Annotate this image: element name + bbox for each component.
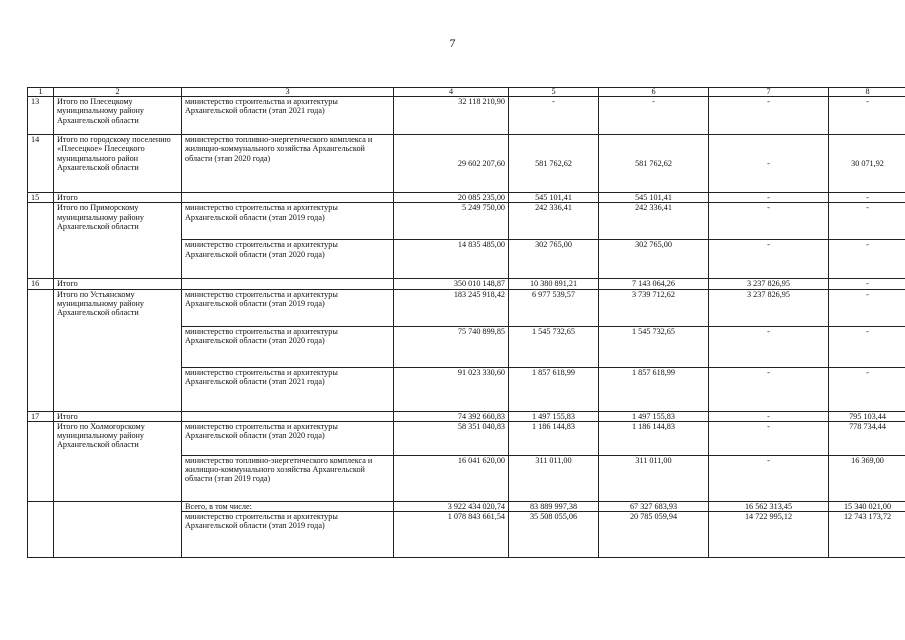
ministry-cell bbox=[182, 279, 394, 289]
ministry-cell: министерство строительства и архитектуры Архангельской области (этап 2019 года) bbox=[182, 289, 394, 326]
budget-table bbox=[27, 87, 905, 558]
amount-cell: 16 562 313,45 bbox=[709, 501, 829, 511]
amount-cell: 83 889 997,38 bbox=[509, 501, 599, 511]
amount-cell: 311 011,00 bbox=[599, 455, 709, 501]
amount-cell: 91 023 330,60 bbox=[394, 367, 509, 411]
amount-cell: 1 497 155,83 bbox=[599, 411, 709, 421]
amount-cell: - bbox=[709, 411, 829, 421]
amount-cell: 74 392 660,83 bbox=[394, 411, 509, 421]
row-number-cell: 15 bbox=[28, 193, 54, 203]
amount-cell: 350 010 148,87 bbox=[394, 279, 509, 289]
amount-cell: 35 508 055,06 bbox=[509, 512, 599, 558]
amount-cell: 3 237 826,95 bbox=[709, 289, 829, 326]
table-row bbox=[28, 97, 905, 135]
page-number: 7 bbox=[449, 36, 456, 50]
amount-cell: - bbox=[829, 97, 905, 135]
header-cell: 6 bbox=[599, 88, 709, 97]
amount-cell: - bbox=[829, 289, 905, 326]
ministry-cell: министерство строительства и архитектуры Архангельской области (этап 2020 года) bbox=[182, 421, 394, 455]
row-number-cell: 13 bbox=[28, 97, 54, 135]
amount-cell: 29 602 207,60 bbox=[394, 135, 509, 193]
amount-cell: - bbox=[829, 367, 905, 411]
amount-cell: 581 762,62 bbox=[599, 135, 709, 193]
amount-cell: - bbox=[509, 97, 599, 135]
amount-cell: 3 922 434 020,74 bbox=[394, 501, 509, 511]
row-number-cell: 16 bbox=[28, 279, 54, 289]
amount-cell: - bbox=[829, 193, 905, 203]
column-number-header-row bbox=[28, 88, 905, 97]
amount-cell: 581 762,62 bbox=[509, 135, 599, 193]
table-row bbox=[28, 289, 905, 326]
table-row bbox=[28, 203, 905, 240]
amount-cell: 7 143 064,26 bbox=[599, 279, 709, 289]
amount-cell: 1 545 732,65 bbox=[599, 326, 709, 367]
ministry-cell: министерство строительства и архитектуры Архангельской области (этап 2021 года) bbox=[182, 367, 394, 411]
row-number-cell: 17 bbox=[28, 411, 54, 421]
table-row bbox=[28, 279, 905, 289]
amount-cell: 67 327 683,93 bbox=[599, 501, 709, 511]
amount-cell: 3 739 712,62 bbox=[599, 289, 709, 326]
amount-cell: 778 734,44 bbox=[829, 421, 905, 455]
amount-cell: 75 740 899,85 bbox=[394, 326, 509, 367]
territory-cell: Итого по Приморскому муниципальному району Архангельской области bbox=[54, 203, 182, 279]
amount-cell: - bbox=[599, 97, 709, 135]
amount-cell: - bbox=[829, 240, 905, 279]
amount-cell: - bbox=[709, 367, 829, 411]
amount-cell: 5 249 750,00 bbox=[394, 203, 509, 240]
table-row bbox=[28, 135, 905, 193]
amount-cell: 311 011,00 bbox=[509, 455, 599, 501]
amount-cell: 1 545 732,65 bbox=[509, 326, 599, 367]
amount-cell: 58 351 040,83 bbox=[394, 421, 509, 455]
territory-cell: Итого bbox=[54, 279, 182, 289]
amount-cell: - bbox=[829, 279, 905, 289]
header-cell: 5 bbox=[509, 88, 599, 97]
amount-cell: - bbox=[709, 203, 829, 240]
amount-cell: 302 765,00 bbox=[509, 240, 599, 279]
amount-cell: - bbox=[709, 240, 829, 279]
amount-cell: 1 186 144,83 bbox=[509, 421, 599, 455]
amount-cell: 183 245 918,42 bbox=[394, 289, 509, 326]
header-cell: 4 bbox=[394, 88, 509, 97]
ministry-cell: министерство строительства и архитектуры Архангельской области (этап 2019 года) bbox=[182, 203, 394, 240]
ministry-cell: министерство топливно-энергетического комплекса и жилищно-коммунального хозяйства Архангельской области (этап 2019 года) bbox=[182, 455, 394, 501]
amount-cell: - bbox=[709, 135, 829, 193]
header-cell: 7 bbox=[709, 88, 829, 97]
amount-cell: - bbox=[709, 455, 829, 501]
table-row bbox=[28, 411, 905, 421]
amount-cell: - bbox=[709, 193, 829, 203]
amount-cell: 10 380 891,21 bbox=[509, 279, 599, 289]
territory-cell: Итого по городскому поселению «Плесецкое» Плесецкого муниципального район Архангельской области bbox=[54, 135, 182, 193]
amount-cell: 32 118 210,90 bbox=[394, 97, 509, 135]
header-cell: 2 bbox=[54, 88, 182, 97]
amount-cell: 12 743 173,72 bbox=[829, 512, 905, 558]
header-cell: 8 bbox=[829, 88, 905, 97]
amount-cell: 1 857 618,99 bbox=[599, 367, 709, 411]
header-cell: 3 bbox=[182, 88, 394, 97]
amount-cell: 795 103,44 bbox=[829, 411, 905, 421]
amount-cell: 16 041 620,00 bbox=[394, 455, 509, 501]
amount-cell: 14 722 995,12 bbox=[709, 512, 829, 558]
territory-cell: Итого bbox=[54, 411, 182, 421]
header-cell: 1 bbox=[28, 88, 54, 97]
ministry-cell: министерство строительства и архитектуры Архангельской области (этап 2021 года) bbox=[182, 97, 394, 135]
row-number-cell bbox=[28, 289, 54, 411]
row-number-cell: 14 bbox=[28, 135, 54, 193]
amount-cell: 545 101,41 bbox=[599, 193, 709, 203]
amount-cell: 20 785 059,94 bbox=[599, 512, 709, 558]
amount-cell: 1 186 144,83 bbox=[599, 421, 709, 455]
amount-cell: 3 237 826,95 bbox=[709, 279, 829, 289]
amount-cell: 1 857 618,99 bbox=[509, 367, 599, 411]
amount-cell: - bbox=[709, 421, 829, 455]
amount-cell: - bbox=[829, 203, 905, 240]
row-number-cell bbox=[28, 203, 54, 279]
territory-cell: Итого по Устьянскому муниципальному району Архангельской области bbox=[54, 289, 182, 411]
ministry-cell: министерство строительства и архитектуры Архангельской области (этап 2019 года) bbox=[182, 512, 394, 558]
amount-cell: - bbox=[709, 326, 829, 367]
ministry-cell bbox=[182, 193, 394, 203]
amount-cell: 302 765,00 bbox=[599, 240, 709, 279]
row-number-cell bbox=[28, 501, 54, 557]
amount-cell: 14 835 485,00 bbox=[394, 240, 509, 279]
amount-cell: 242 336,41 bbox=[599, 203, 709, 240]
total-label-cell: Всего, в том числе: bbox=[182, 501, 394, 511]
amount-cell: 30 071,92 bbox=[829, 135, 905, 193]
table-row bbox=[28, 421, 905, 455]
territory-cell: Итого по Плесецкому муниципальному району Архангельской области bbox=[54, 97, 182, 135]
table-row bbox=[28, 193, 905, 203]
ministry-cell: министерство топливно-энергетического комплекса и жилищно-коммунального хозяйства Архангельской области (этап 2020 года) bbox=[182, 135, 394, 193]
amount-cell: - bbox=[709, 97, 829, 135]
ministry-cell: министерство строительства и архитектуры Архангельской области (этап 2020 года) bbox=[182, 240, 394, 279]
amount-cell: 1 497 155,83 bbox=[509, 411, 599, 421]
ministry-cell bbox=[182, 411, 394, 421]
territory-cell: Итого по Холмогорскому муниципальному району Архангельской области bbox=[54, 421, 182, 501]
amount-cell: 16 369,00 bbox=[829, 455, 905, 501]
amount-cell: 1 078 843 661,54 bbox=[394, 512, 509, 558]
territory-cell: Итого bbox=[54, 193, 182, 203]
territory-cell bbox=[54, 501, 182, 557]
row-number-cell bbox=[28, 421, 54, 501]
amount-cell: 20 085 235,00 bbox=[394, 193, 509, 203]
amount-cell: 15 340 021,00 bbox=[829, 501, 905, 511]
table-row bbox=[28, 501, 905, 511]
amount-cell: - bbox=[829, 326, 905, 367]
amount-cell: 6 977 539,57 bbox=[509, 289, 599, 326]
ministry-cell: министерство строительства и архитектуры Архангельской области (этап 2020 года) bbox=[182, 326, 394, 367]
amount-cell: 545 101,41 bbox=[509, 193, 599, 203]
amount-cell: 242 336,41 bbox=[509, 203, 599, 240]
